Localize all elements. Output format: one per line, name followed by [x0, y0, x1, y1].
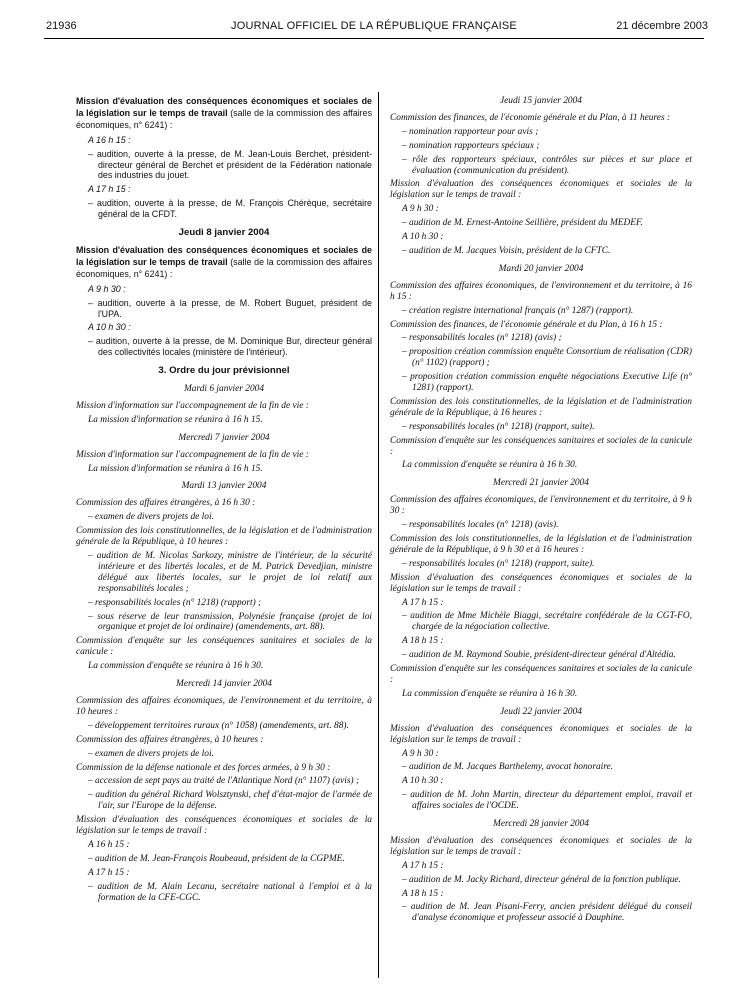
page-number: 21936 — [46, 20, 77, 32]
agenda-entry: Commission des affaires étrangères, à 10 heures : — [76, 734, 264, 745]
agenda-item: – audition de M. Jean-François Roubeaud, président de la CGPME. — [88, 853, 345, 864]
agenda-item: – audition de M. John Martin, directeur du département emploi, travail et affaires sociales de l'OCDE. — [402, 790, 692, 812]
agenda-entry: Commission des affaires économiques, de l'environnement et du territoire, à 9 h 30 : — [390, 495, 692, 517]
agenda-item: – audition, ouverte à la presse, de M. François Chérèque, secrétaire général de la CFDT. — [88, 198, 372, 220]
agenda-item: – examen de divers projets de loi. — [88, 748, 214, 759]
time-slot: A 17 h 15 : — [88, 184, 131, 195]
agenda-entry: Mission d'évaluation des conséquences économiques et sociales de la législation sur le temps de travail : — [390, 723, 692, 745]
agenda-item: – responsabilités locales (n° 1218) (rapport, suite). — [402, 558, 595, 569]
day-heading: Jeudi 8 janvier 2004 — [178, 227, 270, 239]
agenda-note: La commission d'enquête se réunira à 16 h 30. — [88, 661, 264, 672]
agenda-entry: Mission d'évaluation des conséquences économiques et sociales de la législation sur le temps de travail : — [390, 179, 692, 201]
agenda-item: – audition, ouverte à la presse, de M. Dominique Bur, directeur général des collectivités locales (ministère de l'intérieur). — [88, 336, 372, 358]
agenda-item: – proposition création commission enquête négociations Executive Life (n° 1281) (rapport). — [402, 372, 692, 394]
time-slot: A 10 h 30 : — [88, 322, 131, 333]
agenda-note: La commission d'enquête se réunira à 16 h 30. — [402, 460, 578, 471]
agenda-entry: Commission des affaires étrangères, à 16 h 30 : — [76, 498, 256, 509]
agenda-entry: Commission des finances, de l'économie générale et du Plan, à 16 h 15 : — [390, 319, 663, 330]
agenda-entry: Commission d'enquête sur les conséquences sanitaires et sociales de la canicule : — [76, 636, 372, 658]
agenda-item: – audition de M. Jacky Richard, directeur général de la fonction publique. — [402, 874, 681, 885]
agenda-item: – audition de M. Alain Lecanu, secrétaire national à l'emploi et à la formation de la CFE-CGC. — [88, 881, 372, 903]
agenda-entry: Commission des finances, de l'économie générale et du Plan, à 11 heures : — [390, 112, 671, 123]
agenda-entry: Mission d'information sur l'accompagnement de la fin de vie : — [76, 400, 309, 411]
agenda-entry: Commission des lois constitutionnelles, de la législation et de l'administration générale de la République, à 16 heures : — [390, 396, 692, 418]
day-heading: Mardi 13 janvier 2004 — [181, 481, 267, 492]
agenda-entry: Mission d'évaluation des conséquences économiques et sociales de la législation sur le temps de travail (salle de la commission des affaires économiques, n° 6241) : — [76, 244, 373, 279]
day-heading: Jeudi 15 janvier 2004 — [499, 96, 582, 106]
agenda-item: – audition de M. Ernest-Antoine Seillière, président du MEDEF. — [402, 218, 643, 229]
section-heading: 3. Ordre du jour prévisionnel — [158, 365, 290, 377]
agenda-entry: Commission des lois constitutionnelles, de la législation et de l'administration générale de la République, à 10 heures : — [76, 526, 372, 548]
time-slot: A 9 h 30 : — [402, 204, 439, 215]
time-slot: A 17 h 15 : — [88, 867, 130, 878]
agenda-item: – audition de M. Jacques Voisin, président de la CFTC. — [402, 245, 611, 256]
agenda-item: – responsabilités locales (n° 1218) (rapport) ; — [88, 597, 262, 608]
issue-date: 21 décembre 2003 — [616, 20, 708, 32]
agenda-item: – audition de Mme Michèle Biaggi, secrétaire confédérale de la CGT-FO, chargée de la négociation collective. — [402, 611, 692, 633]
time-slot: A 16 h 15 : — [88, 134, 131, 145]
agenda-entry: Commission d'enquête sur les conséquences sanitaires et sociales de la canicule : — [390, 664, 692, 685]
day-heading: Mercredi 14 janvier 2004 — [176, 679, 272, 690]
left-column — [76, 96, 372, 906]
agenda-entry: Commission de la défense nationale et des forces armées, à 9 h 30 : — [76, 762, 331, 773]
agenda-note: La mission d'information se réunira à 16 h 15. — [88, 414, 263, 425]
right-column — [390, 96, 692, 927]
agenda-item: – création registre international français (n° 1287) (rapport). — [402, 305, 634, 316]
agenda-item: – audition de M. Nicolas Sarkozy, ministre de l'intérieur, de la sécurité intérieure et des libertés locales, et de M. Patrick Devedjian, ministre délégué aux libertés locales, sur le projet de loi relatif aux responsabilités locales ; — [88, 551, 372, 594]
agenda-note: La commission d'enquête se réunira à 16 h 30. — [402, 688, 578, 699]
agenda-entry: Mission d'évaluation des conséquences économiques et sociales de la législation sur le temps de travail : — [390, 572, 692, 594]
day-heading: Mardi 6 janvier 2004 — [183, 384, 265, 395]
agenda-item: – audition du général Richard Wolsztynski, chef d'état-major de l'armée de l'air, sur l'Europe de la défense. — [88, 790, 372, 812]
agenda-item: – nomination rapporteurs spéciaux ; — [402, 140, 540, 151]
day-heading: Mercredi 21 janvier 2004 — [493, 478, 589, 489]
agenda-item: – rôle des rapporteurs spéciaux, contrôles sur pièces et sur place et évaluation (communication du président). — [402, 154, 692, 176]
agenda-item: – responsabilités locales (n° 1218) (avis) ; — [402, 333, 562, 344]
agenda-item: – nomination rapporteur pour avis ; — [402, 126, 539, 137]
agenda-item: – examen de divers projets de loi. — [88, 512, 214, 523]
time-slot: A 10 h 30 : — [402, 232, 444, 243]
day-heading: Jeudi 22 janvier 2004 — [499, 706, 582, 717]
day-heading: Mercredi 7 janvier 2004 — [178, 432, 270, 443]
day-heading: Mercredi 28 janvier 2004 — [493, 819, 589, 830]
agenda-item: – audition de M. Jacques Barthelemy, avocat honoraire. — [402, 762, 614, 773]
time-slot: A 10 h 30 : — [402, 776, 444, 787]
agenda-entry: Commission d'enquête sur les conséquences sanitaires et sociales de la canicule : — [390, 435, 692, 457]
agenda-entry: Mission d'information sur l'accompagnement de la fin de vie : — [76, 449, 309, 460]
agenda-item: – audition, ouverte à la presse, de M. Jean-Louis Berchet, président-directeur général de Berchet et président de la Fédération nationale des industries du jouet. — [88, 148, 372, 181]
time-slot: A 9 h 30 : — [402, 748, 439, 759]
journal-title: JOURNAL OFFICIEL DE LA RÉPUBLIQUE FRANÇAISE — [231, 20, 517, 32]
day-heading: Mardi 20 janvier 2004 — [498, 263, 584, 274]
agenda-item: – proposition création commission enquête Consortium de réalisation (CDR) (n° 1102) (rapport) ; — [402, 347, 692, 369]
agenda-item: – audition de M. Raymond Soubie, président-directeur général d'Altédia. — [402, 650, 676, 661]
agenda-entry: Mission d'évaluation des conséquences économiques et sociales de la législation sur le temps de travail (salle de la commission des affaires économiques, n° 6241) : — [76, 96, 373, 130]
time-slot: A 9 h 30 : — [88, 283, 126, 294]
agenda-entry: Commission des affaires économiques, de l'environnement et du territoire, à 10 heures : — [76, 695, 372, 717]
time-slot: A 18 h 15 : — [402, 636, 444, 647]
time-slot: A 16 h 15 : — [88, 839, 130, 850]
agenda-item: – sous réserve de leur transmission, Polynésie française (projet de loi organique et projet de loi ordinaire) (amendements, art. 88). — [88, 611, 372, 633]
agenda-item: – responsabilités locales (n° 1218) (rapport, suite). — [402, 421, 595, 432]
agenda-note: La mission d'information se réunira à 16 h 15. — [88, 463, 263, 474]
header-rule — [44, 38, 704, 39]
agenda-entry: Mission d'évaluation des conséquences économiques et sociales de la législation sur le temps de travail : — [76, 815, 372, 837]
agenda-item: – audition de M. Jean Pisani-Ferry, ancien président délégué du conseil d'analyse économique et professeur associé à Dauphine. — [402, 902, 692, 924]
page-header — [40, 18, 708, 36]
agenda-entry: Commission des lois constitutionnelles, de la législation et de l'administration générale de la République, à 9 h 30 et à 16 heures : — [390, 534, 692, 555]
time-slot: A 17 h 15 : — [402, 860, 444, 871]
agenda-entry: Commission des affaires économiques, de l'environnement et du territoire, à 16 h 15 : — [390, 280, 692, 302]
agenda-item: – audition, ouverte à la presse, de M. Robert Buguet, président de l'UPA. — [88, 297, 372, 319]
time-slot: A 17 h 15 : — [402, 597, 444, 608]
time-slot: A 18 h 15 : — [402, 888, 444, 899]
agenda-item: – responsabilités locales (n° 1218) (avis). — [402, 520, 559, 531]
agenda-item: – développement territoires ruraux (n° 1058) (amendements, art. 88). — [88, 720, 349, 731]
column-divider — [378, 92, 379, 978]
agenda-entry: Mission d'évaluation des conséquences économiques et sociales de la législation sur le temps de travail : — [390, 835, 692, 857]
agenda-item: – accession de sept pays au traité de l'Atlantique Nord (n° 1107) (avis) ; — [88, 776, 360, 787]
